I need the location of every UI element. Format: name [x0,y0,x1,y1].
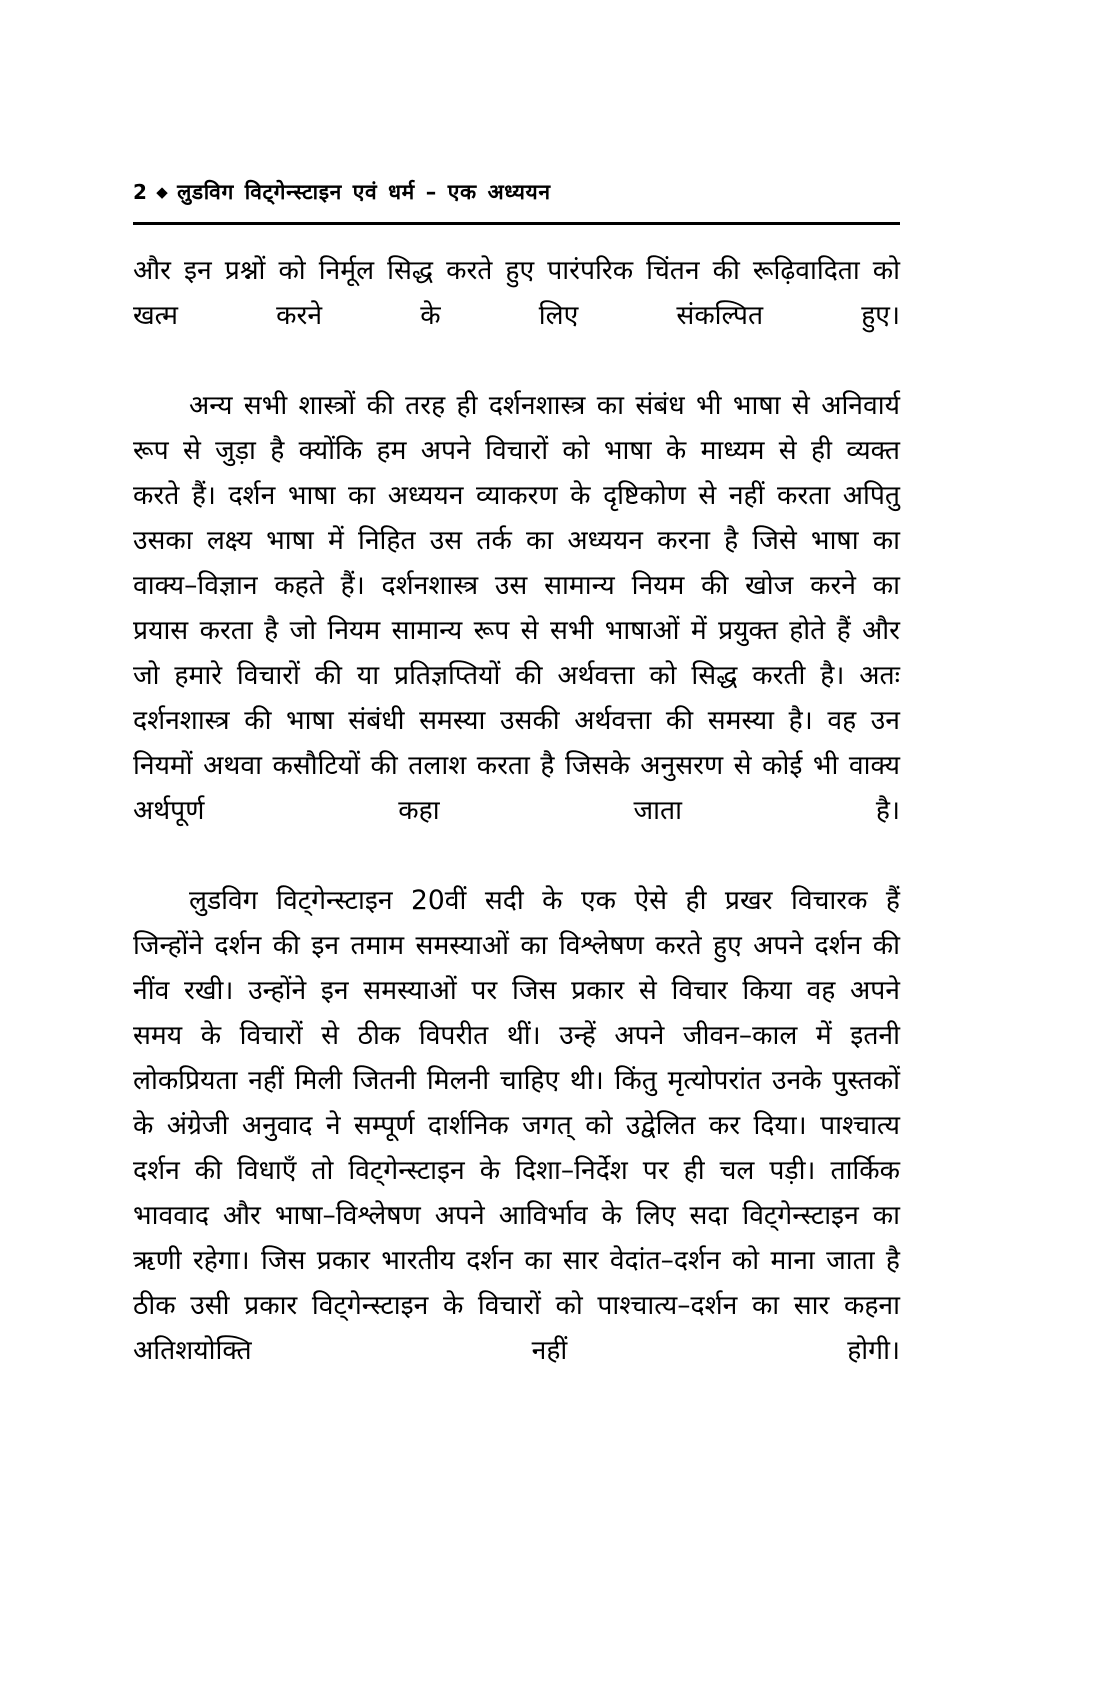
paragraph-1: और इन प्रश्नों को निर्मूल सिद्ध करते हुए पारंपरिक चिंतन की रूढ़िवादिता को खत्म करने के लिए संकल्पित हुए। [133,255,900,331]
paragraph-2: अन्य सभी शास्त्रों की तरह ही दर्शनशास्त्र का संबंध भी भाषा से अनिवार्य रूप से जुड़ा है क्योंकि हम अपने विचारों को भाषा के माध्यम से ही व्यक्त करते हैं। दर्शन भाषा का अध्ययन व्याकरण के दृष्टिकोण से नहीं करता अपितु उसका लक्ष्य भाषा में निहित उस तर्क का अध्ययन करना है जिसे भाषा का वाक्य–विज्ञान कहते हैं। दर्शनशास्त्र उस सामान्य नियम की खोज करने का प्रयास करता है जो नियम सामान्य रूप से सभी भाषाओं में प्रयुक्त होते हैं और जो हमारे विचारों की या प्रतिज्ञप्तियों की अर्थवत्ता को सिद्ध करती है। अतः दर्शनशास्त्र की भाषा संबंधी समस्या उसकी अर्थवत्ता की समस्या है। वह उन नियमों अथवा कसौटियों की तलाश करता है जिसके अनुसरण से कोई भी वाक्य अर्थपूर्ण कहा जाता है। [133,390,900,826]
running-head [133,178,900,206]
running-head-title: लुडविग विट्गेन्स्टाइन एवं धर्म – एक अध्ययन [177,180,551,204]
paragraph-3: लुडविग विट्गेन्स्टाइन 20वीं सदी के एक ऐसे ही प्रखर विचारक हैं जिन्होंने दर्शन की इन तमाम समस्याओं का विश्लेषण करते हुए अपने दर्शन की नींव रखी। उन्होंने इन समस्याओं पर जिस प्रकार से विचार किया वह अपने समय के विचारों से ठीक विपरीत थीं। उन्हें अपने जीवन–काल में इतनी लोकप्रियता नहीं मिली जितनी मिलनी चाहिए थी। किंतु मृत्योपरांत उनके पुस्तकों के अंग्रेजी अनुवाद ने सम्पूर्ण दार्शनिक जगत् को उद्वेलित कर दिया। पाश्चात्य दर्शन की विधाएँ तो विट्गेन्स्टाइन के दिशा–निर्देश पर ही चल पड़ी। तार्किक भाववाद और भाषा–विश्लेषण अपने आविर्भाव के लिए सदा विट्गेन्स्टाइन का ऋणी रहेगा। जिस प्रकार भारतीय दर्शन का सार वेदांत–दर्शन को माना जाता है ठीक उसी प्रकार विट्गेन्स्टाइन के विचारों को पाश्चात्य–दर्शन का सार कहना अतिशयोक्ति नहीं होगी। [133,885,900,1366]
body-text-block [133,248,900,1418]
diamond-separator-icon: ◆ [156,183,169,201]
page-number: 2 [133,180,148,204]
header-divider [133,222,900,225]
